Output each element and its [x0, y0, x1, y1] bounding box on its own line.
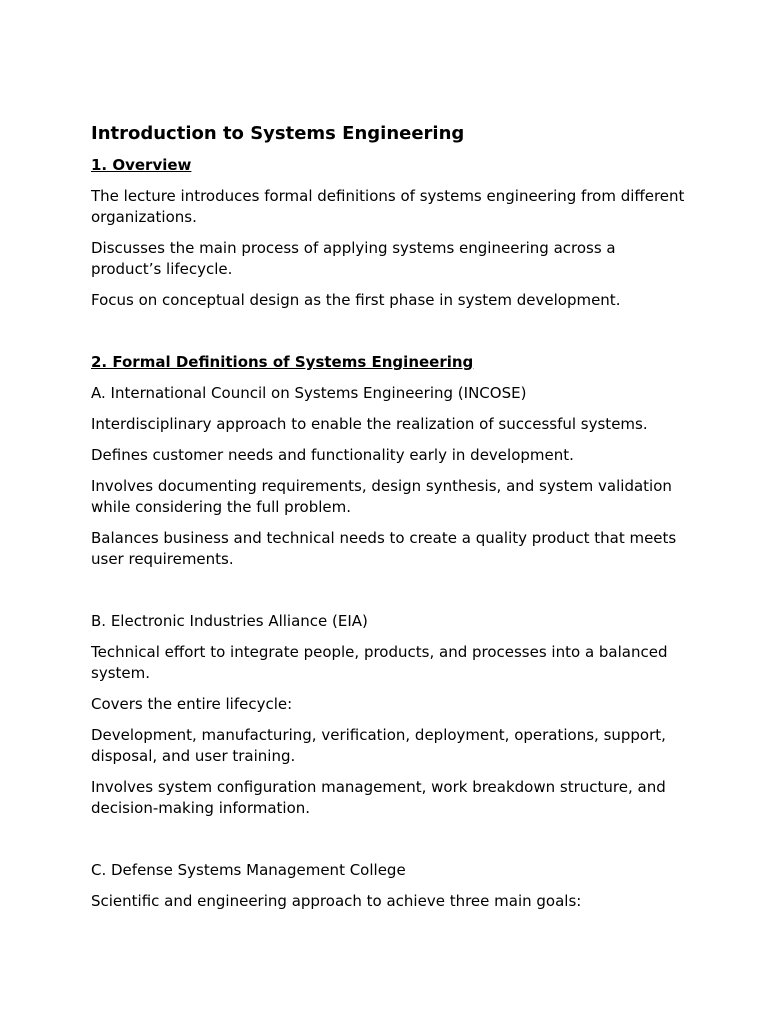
paragraph: Scientific and engineering approach to achieve three main goals: — [91, 892, 582, 910]
paragraph: Balances business and technical needs to create a quality product that meets user requirements. — [91, 529, 677, 568]
paragraph: Involves system configuration management, work breakdown structure, and decision-making information. — [91, 778, 666, 817]
paragraph: Involves documenting requirements, design synthesis, and system validation while considering the full problem. — [91, 477, 672, 516]
spacer — [91, 321, 686, 352]
paragraph: Technical effort to integrate people, products, and processes into a balanced system. — [91, 643, 668, 682]
spacer — [91, 580, 686, 611]
spacer — [91, 829, 686, 860]
subsection-title-incose: A. International Council on Systems Engineering (INCOSE) — [91, 384, 527, 402]
section-heading-overview: 1. Overview — [91, 156, 192, 174]
paragraph: Development, manufacturing, verification, deployment, operations, support, disposal, and user training. — [91, 726, 666, 765]
document-page — [91, 122, 686, 922]
paragraph: Defines customer needs and functionality early in development. — [91, 446, 574, 464]
paragraph: Interdisciplinary approach to enable the realization of successful systems. — [91, 415, 648, 433]
section-heading-formal-definitions: 2. Formal Definitions of Systems Engineering — [91, 353, 474, 371]
paragraph: Discusses the main process of applying systems engineering across a product’s lifecycle. — [91, 239, 616, 278]
subsection-title-eia: B. Electronic Industries Alliance (EIA) — [91, 612, 368, 630]
paragraph: Covers the entire lifecycle: — [91, 695, 293, 713]
document-title: Introduction to Systems Engineering — [91, 123, 465, 144]
paragraph: The lecture introduces formal definitions of systems engineering from different organizations. — [91, 187, 685, 226]
paragraph: Focus on conceptual design as the first phase in system development. — [91, 291, 621, 309]
subsection-title-dsmc: C. Defense Systems Management College — [91, 861, 406, 879]
